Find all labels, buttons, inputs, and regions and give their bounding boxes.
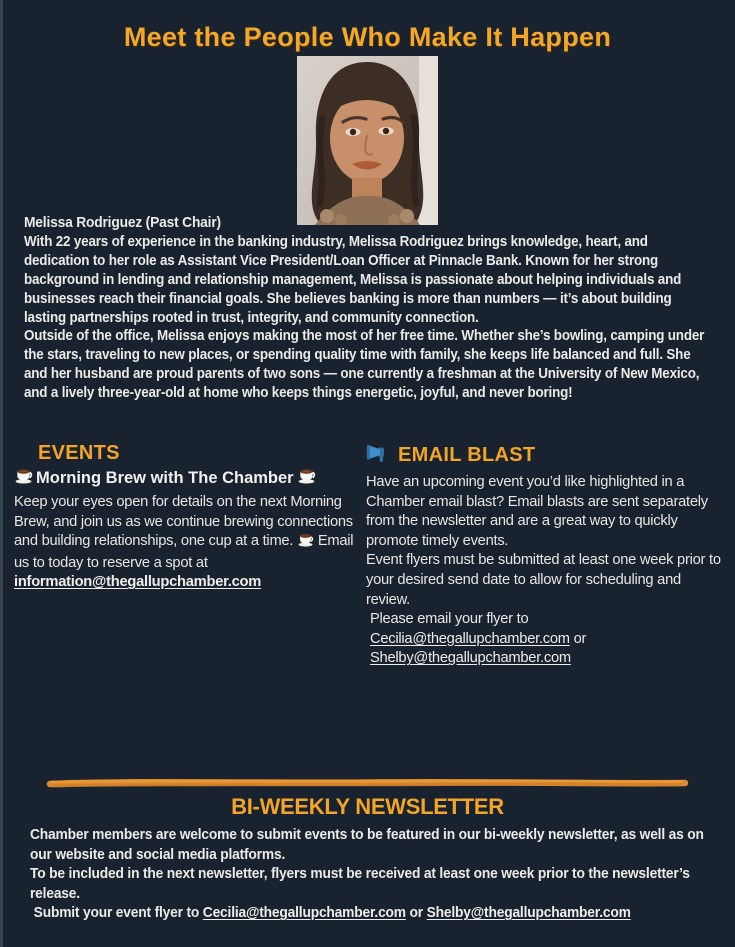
profile-name: Melissa Rodriguez (Past Chair) bbox=[24, 214, 221, 231]
newsletter-body bbox=[30, 825, 707, 923]
newsletter-paragraph-2: To be included in the next newsletter, flyers must be received at least one week prior to the newsletter’s release. bbox=[30, 865, 690, 902]
newsletter-cta bbox=[30, 903, 707, 923]
email-blast-cta-prefix: Please email your flyer to bbox=[370, 611, 529, 628]
newsletter-heading: BI-WEEKLY NEWSLETTER bbox=[231, 794, 504, 819]
email-blast-cta bbox=[366, 610, 725, 669]
events-body-text-2: Email us to today to reserve a spot at bbox=[14, 533, 354, 571]
bi-weekly-newsletter-section bbox=[0, 776, 735, 923]
email-blast-column bbox=[360, 442, 725, 669]
page-title: Meet the People Who Make It Happen bbox=[123, 22, 612, 52]
profile-section bbox=[24, 214, 712, 403]
events-email-link[interactable]: information@thegallupchamber.com bbox=[14, 574, 262, 591]
brush-stroke-divider bbox=[42, 776, 692, 791]
profile-paragraph-1: With 22 years of experience in the banking industry, Melissa Rodriguez brings knowledge, heart, and dedication to her role as Assistant Vice President/Loan Officer at Pinnacle Bank. Known for her strong background in lending and relationship management, Melissa is passionate about helping individuals and businesses reach their financial goals. She believes banking is more than numbers — it’s about building lasting partnerships rooted in trust, integrity, and community connection. bbox=[24, 233, 682, 326]
events-body bbox=[14, 493, 360, 593]
email-blast-heading-label: EMAIL BLAST bbox=[398, 444, 536, 466]
email-blast-paragraph-1: Have an upcoming event you’d like highlighted in a Chamber email blast? Email blasts are sent separately from the newsletter and are a great way to quickly promote timely events. bbox=[366, 474, 708, 549]
morning-brew-label: Morning Brew with The Chamber bbox=[36, 468, 294, 487]
morning-brew-subheading bbox=[14, 467, 360, 489]
events-heading bbox=[38, 442, 360, 465]
megaphone-icon bbox=[366, 442, 390, 469]
email-blast-paragraph-2: Event flyers must be submitted at least one week prior to your desired send date to allow for scheduling and review. bbox=[366, 552, 721, 608]
profile-paragraph-2: Outside of the office, Melissa enjoys making the most of her free time. Whether she’s bowling, camping under the stars, traveling to new places, or spending quality time with family, she keeps life balanced and full. She and her husband are proud parents of two sons — one currently a freshman at the University of New Mexico, and a lively three-year-old at home who keeps things energetic, joyful, and never boring! bbox=[24, 328, 705, 402]
coffee-cup-icon bbox=[297, 532, 314, 554]
newsletter-cta-prefix: Submit your event flyer to bbox=[33, 904, 203, 922]
coffee-cup-icon bbox=[297, 467, 316, 489]
two-column-section bbox=[0, 442, 735, 669]
newsletter-conjunction: or bbox=[405, 904, 427, 922]
email-blast-heading bbox=[366, 442, 725, 469]
events-body-text: Keep your eyes open for details on the next Morning Brew, and join us as we continue brewing connections and building relationships, one cup at a time. bbox=[14, 494, 353, 550]
shelby-email-link[interactable]: Shelby@thegallupchamber.com bbox=[370, 650, 571, 667]
portrait-photo bbox=[297, 56, 438, 225]
newsletter-paragraph-1: Chamber members are welcome to submit events to be featured in our bi-weekly newsletter, as well as on our website and social media platforms. bbox=[30, 826, 704, 863]
events-heading-label: EVENTS bbox=[38, 442, 120, 464]
coffee-cup-icon bbox=[14, 467, 33, 489]
shelby-email-link[interactable]: Shelby@thegallupchamber.com bbox=[426, 904, 631, 922]
cecilia-email-link[interactable]: Cecilia@thegallupchamber.com bbox=[202, 904, 406, 922]
portrait-photo-image bbox=[297, 56, 438, 225]
email-blast-conjunction: or bbox=[569, 630, 587, 647]
events-column bbox=[0, 442, 360, 669]
email-blast-body bbox=[366, 473, 725, 669]
cecilia-email-link[interactable]: Cecilia@thegallupchamber.com bbox=[370, 630, 570, 647]
